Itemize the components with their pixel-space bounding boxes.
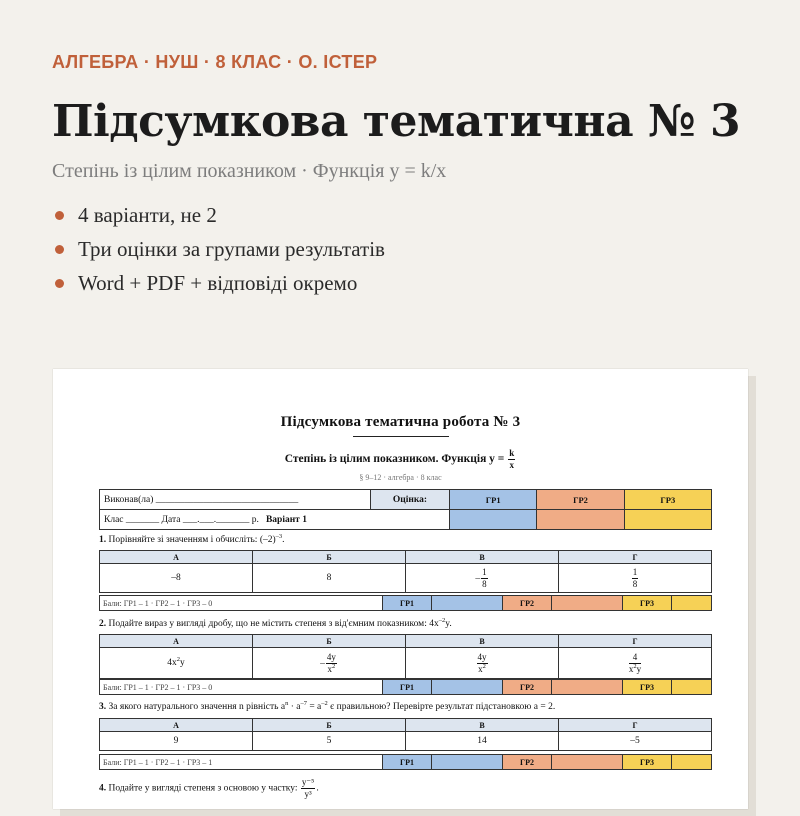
worksheet-title: Підсумкова тематична робота № 3	[280, 414, 521, 430]
answer-option[interactable]: $\frac{1}{8}$	[559, 564, 712, 593]
answer-option[interactable]: 5	[253, 732, 406, 751]
score-cell[interactable]	[432, 755, 503, 770]
fraction: $\frac{k}{x}$	[509, 448, 515, 470]
answer-option[interactable]: 8	[253, 564, 406, 593]
group-2-header: ГР2	[537, 490, 624, 510]
answer-option[interactable]: –8	[100, 564, 253, 593]
variant-label: Варіант 1	[265, 514, 307, 525]
task-3-text: 3. За якого натурального значення n рівність $a^n \cdot a^{-7} = a^{-2}$ є правильною? Перевірте результат підстановкою a = 2.	[99, 699, 556, 712]
course-kicker: АЛГЕБРА · НУШ · 8 КЛАС · О. ІСТЕР	[52, 52, 378, 72]
group-2-grade-cell[interactable]	[537, 510, 624, 530]
title-underline	[353, 436, 449, 437]
task-1-text: 1. Порівняйте зі значенням і обчисліть: $(-2)^{-3}$.	[99, 532, 285, 545]
group-1-grade-cell[interactable]	[450, 510, 537, 530]
answer-option[interactable]: – $\frac{1}{8}$	[406, 564, 559, 593]
task-2-score-row: Бали: ГР1 – 1 · ГР2 – 1 · ГР3 – 0 ГР1 ГР2 ГР3	[99, 679, 712, 695]
score-cell[interactable]	[552, 596, 623, 611]
answer-option[interactable]: –5	[559, 732, 712, 751]
score-cell[interactable]	[552, 755, 623, 770]
student-info-table	[99, 489, 712, 530]
feature-item: Word + PDF + відповіді окремо	[52, 268, 385, 302]
score-cell[interactable]	[432, 680, 503, 695]
answer-option[interactable]: $\frac{4}{x^2y}$	[559, 648, 712, 679]
bullet-icon	[55, 211, 64, 220]
task-4-text: 4. Подайте у вигляді степеня з основою y частку: $\frac{\text{y⁻⁵}}{\text{y³}}$ .	[99, 777, 319, 799]
class-date-field[interactable]: Клас _______ Дата ___.___._______ р. Варіант 1	[100, 510, 450, 530]
answer-option[interactable]: 9	[100, 732, 253, 751]
section-reference: § 9–12 · алгебра · 8 клас	[359, 473, 442, 482]
score-cell[interactable]	[672, 596, 712, 611]
grade-label: Оцінка:	[371, 490, 450, 510]
worksheet-subtitle: Степінь із цілим показником. Функція y = $\frac{k}{x}$	[284, 448, 515, 470]
score-cell[interactable]	[552, 680, 623, 695]
answer-option[interactable]: $\frac{4y}{x^2}$	[406, 648, 559, 679]
task-2-text: 2. Подайте вираз у вигляді дробу, що не містить степеня з від'ємним показником: $4x^{-2}y$.	[99, 616, 452, 629]
page-subtitle: Степінь із цілим показником · Функція y = k/x	[52, 160, 447, 182]
worksheet-preview	[53, 369, 748, 809]
group-3-header: ГР3	[624, 490, 711, 510]
feature-list	[52, 200, 385, 302]
bullet-icon	[55, 245, 64, 254]
task-1-score-row: Бали: ГР1 – 1 · ГР2 – 1 · ГР3 – 0 ГР1 ГР2 ГР3	[99, 595, 712, 611]
answer-option[interactable]: $4x^2y$	[100, 648, 253, 679]
answer-option[interactable]: – $\frac{4y}{x^2}$	[253, 648, 406, 679]
group-1-header: ГР1	[450, 490, 537, 510]
score-cell[interactable]	[672, 755, 712, 770]
task-1-answers: А Б В Г –8 8 – $\frac{1}{8}$ $\frac{1}{8}$	[99, 550, 712, 593]
score-cell[interactable]	[672, 680, 712, 695]
feature-item: 4 варіанти, не 2	[52, 200, 385, 234]
group-3-grade-cell[interactable]	[624, 510, 711, 530]
page-title: Підсумкова тематична № 3	[52, 96, 741, 147]
answer-option[interactable]: 14	[406, 732, 559, 751]
score-cell[interactable]	[432, 596, 503, 611]
fraction: $\frac{\text{y⁻⁵}}{\text{y³}}$	[301, 777, 315, 799]
task-2-answers: А Б В Г $4x^2y$ – $\frac{4y}{x^2}$ $\frac{4y}{x^2}$ $\frac{4}{x^2y}$	[99, 634, 712, 679]
performer-field[interactable]: Виконав(ла) ______________________________	[100, 490, 371, 510]
bullet-icon	[55, 279, 64, 288]
task-3-answers: А Б В Г 9 5 14 –5	[99, 718, 712, 751]
task-3-score-row: Бали: ГР1 – 1 · ГР2 – 1 · ГР3 – 1 ГР1 ГР2 ГР3	[99, 754, 712, 770]
feature-item: Три оцінки за групами результатів	[52, 234, 385, 268]
